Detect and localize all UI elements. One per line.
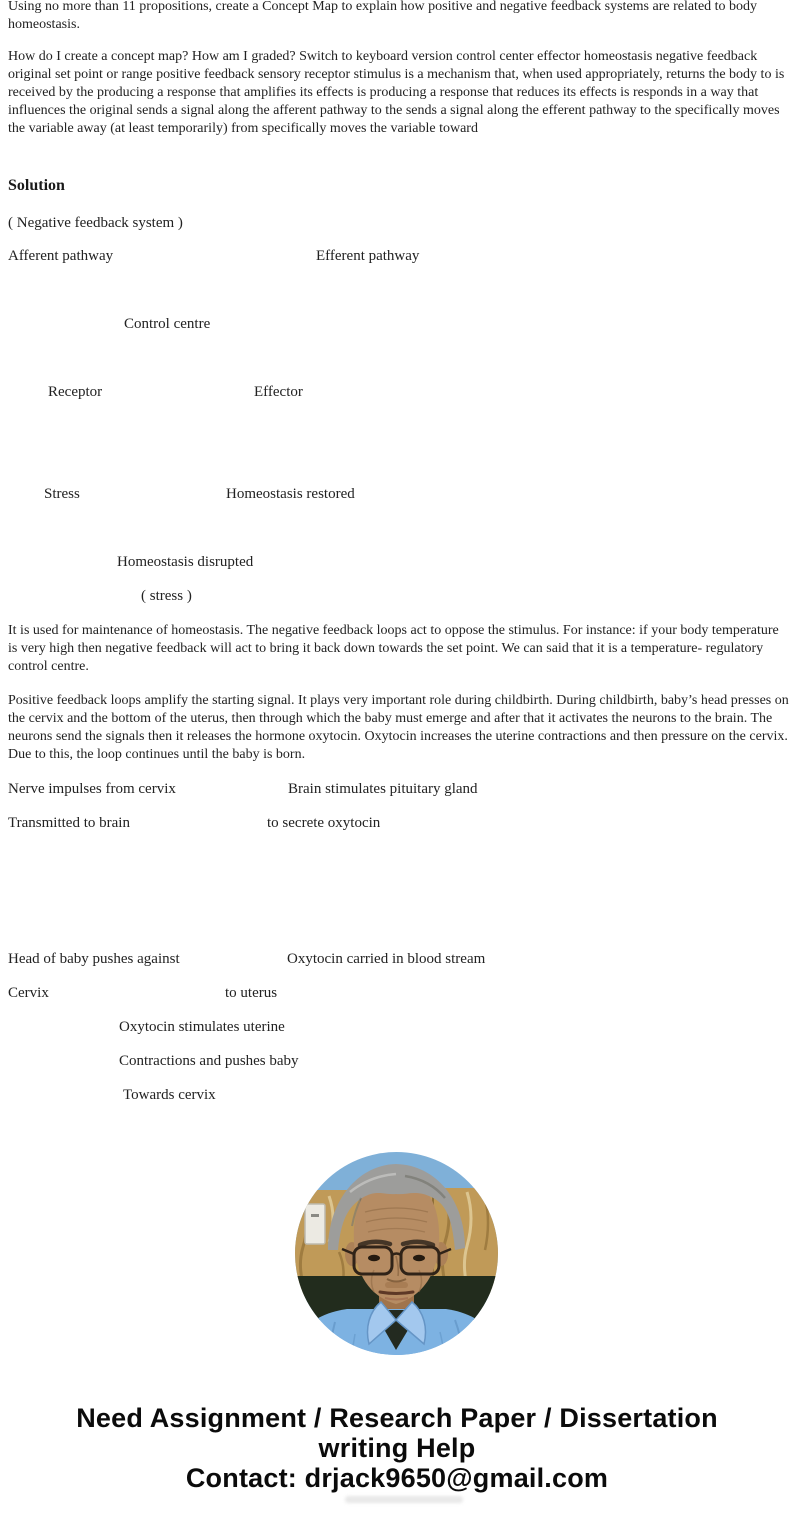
- efferent-pathway-label: Efferent pathway: [316, 248, 420, 264]
- oxytocin-stimulates-label: Oxytocin stimulates uterine: [119, 1019, 285, 1035]
- control-centre-label: Control centre: [124, 316, 211, 332]
- contractions-label: Contractions and pushes baby: [119, 1053, 299, 1069]
- stress-parenthetical-label: ( stress ): [141, 588, 192, 604]
- homeostasis-restored-label: Homeostasis restored: [226, 486, 355, 502]
- solution-heading: Solution: [8, 177, 65, 194]
- cervix-label: Cervix: [8, 985, 49, 1001]
- promo-footer-line1: Need Assignment / Research Paper / Dissertation: [76, 1403, 718, 1433]
- effector-label: Effector: [254, 384, 303, 400]
- towards-cervix-label: Towards cervix: [123, 1087, 216, 1103]
- head-of-baby-label: Head of baby pushes against: [8, 951, 180, 967]
- positive-feedback-paragraph: Positive feedback loops amplify the starting signal. It plays very important role during childbirth. During childbirth, baby’s head presses on the cervix and the bottom of the uterus, then through which the baby must emerge and after that it activates the neurons to the brain. The neurons send the signals then it releases the hormone oxytocin. Oxytocin increases the uterine contractions and then pressure on the cervix. Due to this, the loop continues until the baby is born.: [8, 693, 789, 762]
- negative-feedback-paragraph: It is used for maintenance of homeostasis. The negative feedback loops act to oppose the stimulus. For instance: if your body temperature is very high then negative feedback will act to bring it back down towards the set point. We can said that it is a temperature- regulatory control centre.: [8, 623, 779, 674]
- promo-footer-contact-email: Contact: drjack9650@gmail.com: [185, 1463, 609, 1493]
- oxytocin-blood-label: Oxytocin carried in blood stream: [287, 951, 486, 967]
- negative-feedback-system-label: ( Negative feedback system ): [8, 215, 183, 231]
- nerve-impulses-label: Nerve impulses from cervix: [8, 781, 176, 797]
- tutor-avatar-illustration: [295, 1152, 498, 1355]
- faint-watermark: [345, 1496, 463, 1503]
- intro-paragraph: How do I create a concept map? How am I graded? Switch to keyboard version control center effector homeostasis negative feedback original set point or range positive feedback sensory receptor stimulus is a mechanism that, when used appropriately, returns the body to is received by the producing a response that amplifies its effects is producing a response that reduces its effects is responds in a way that influences the original sends a signal along the afferent pathway to the sends a signal along the efferent pathway to the specifically moves the variable away (at least temporarily) from specifically moves the variable toward: [8, 49, 785, 136]
- receptor-label: Receptor: [48, 384, 103, 400]
- question-paragraph: Using no more than 11 propositions, create a Concept Map to explain how positive and negative feedback systems are related to body homeostasis.: [8, 0, 758, 32]
- transmitted-to-brain-label: Transmitted to brain: [8, 815, 130, 831]
- to-uterus-label: to uterus: [225, 985, 278, 1001]
- promo-footer: [0, 1403, 794, 1493]
- homeostasis-disrupted-label: Homeostasis disrupted: [117, 554, 254, 570]
- promo-footer-line2: writing Help: [318, 1433, 476, 1463]
- afferent-pathway-label: Afferent pathway: [8, 248, 114, 264]
- brain-stimulates-label: Brain stimulates pituitary gland: [288, 781, 478, 797]
- secrete-oxytocin-label: to secrete oxytocin: [267, 815, 381, 831]
- stress-label: Stress: [44, 486, 80, 502]
- tutor-avatar: [295, 1152, 498, 1355]
